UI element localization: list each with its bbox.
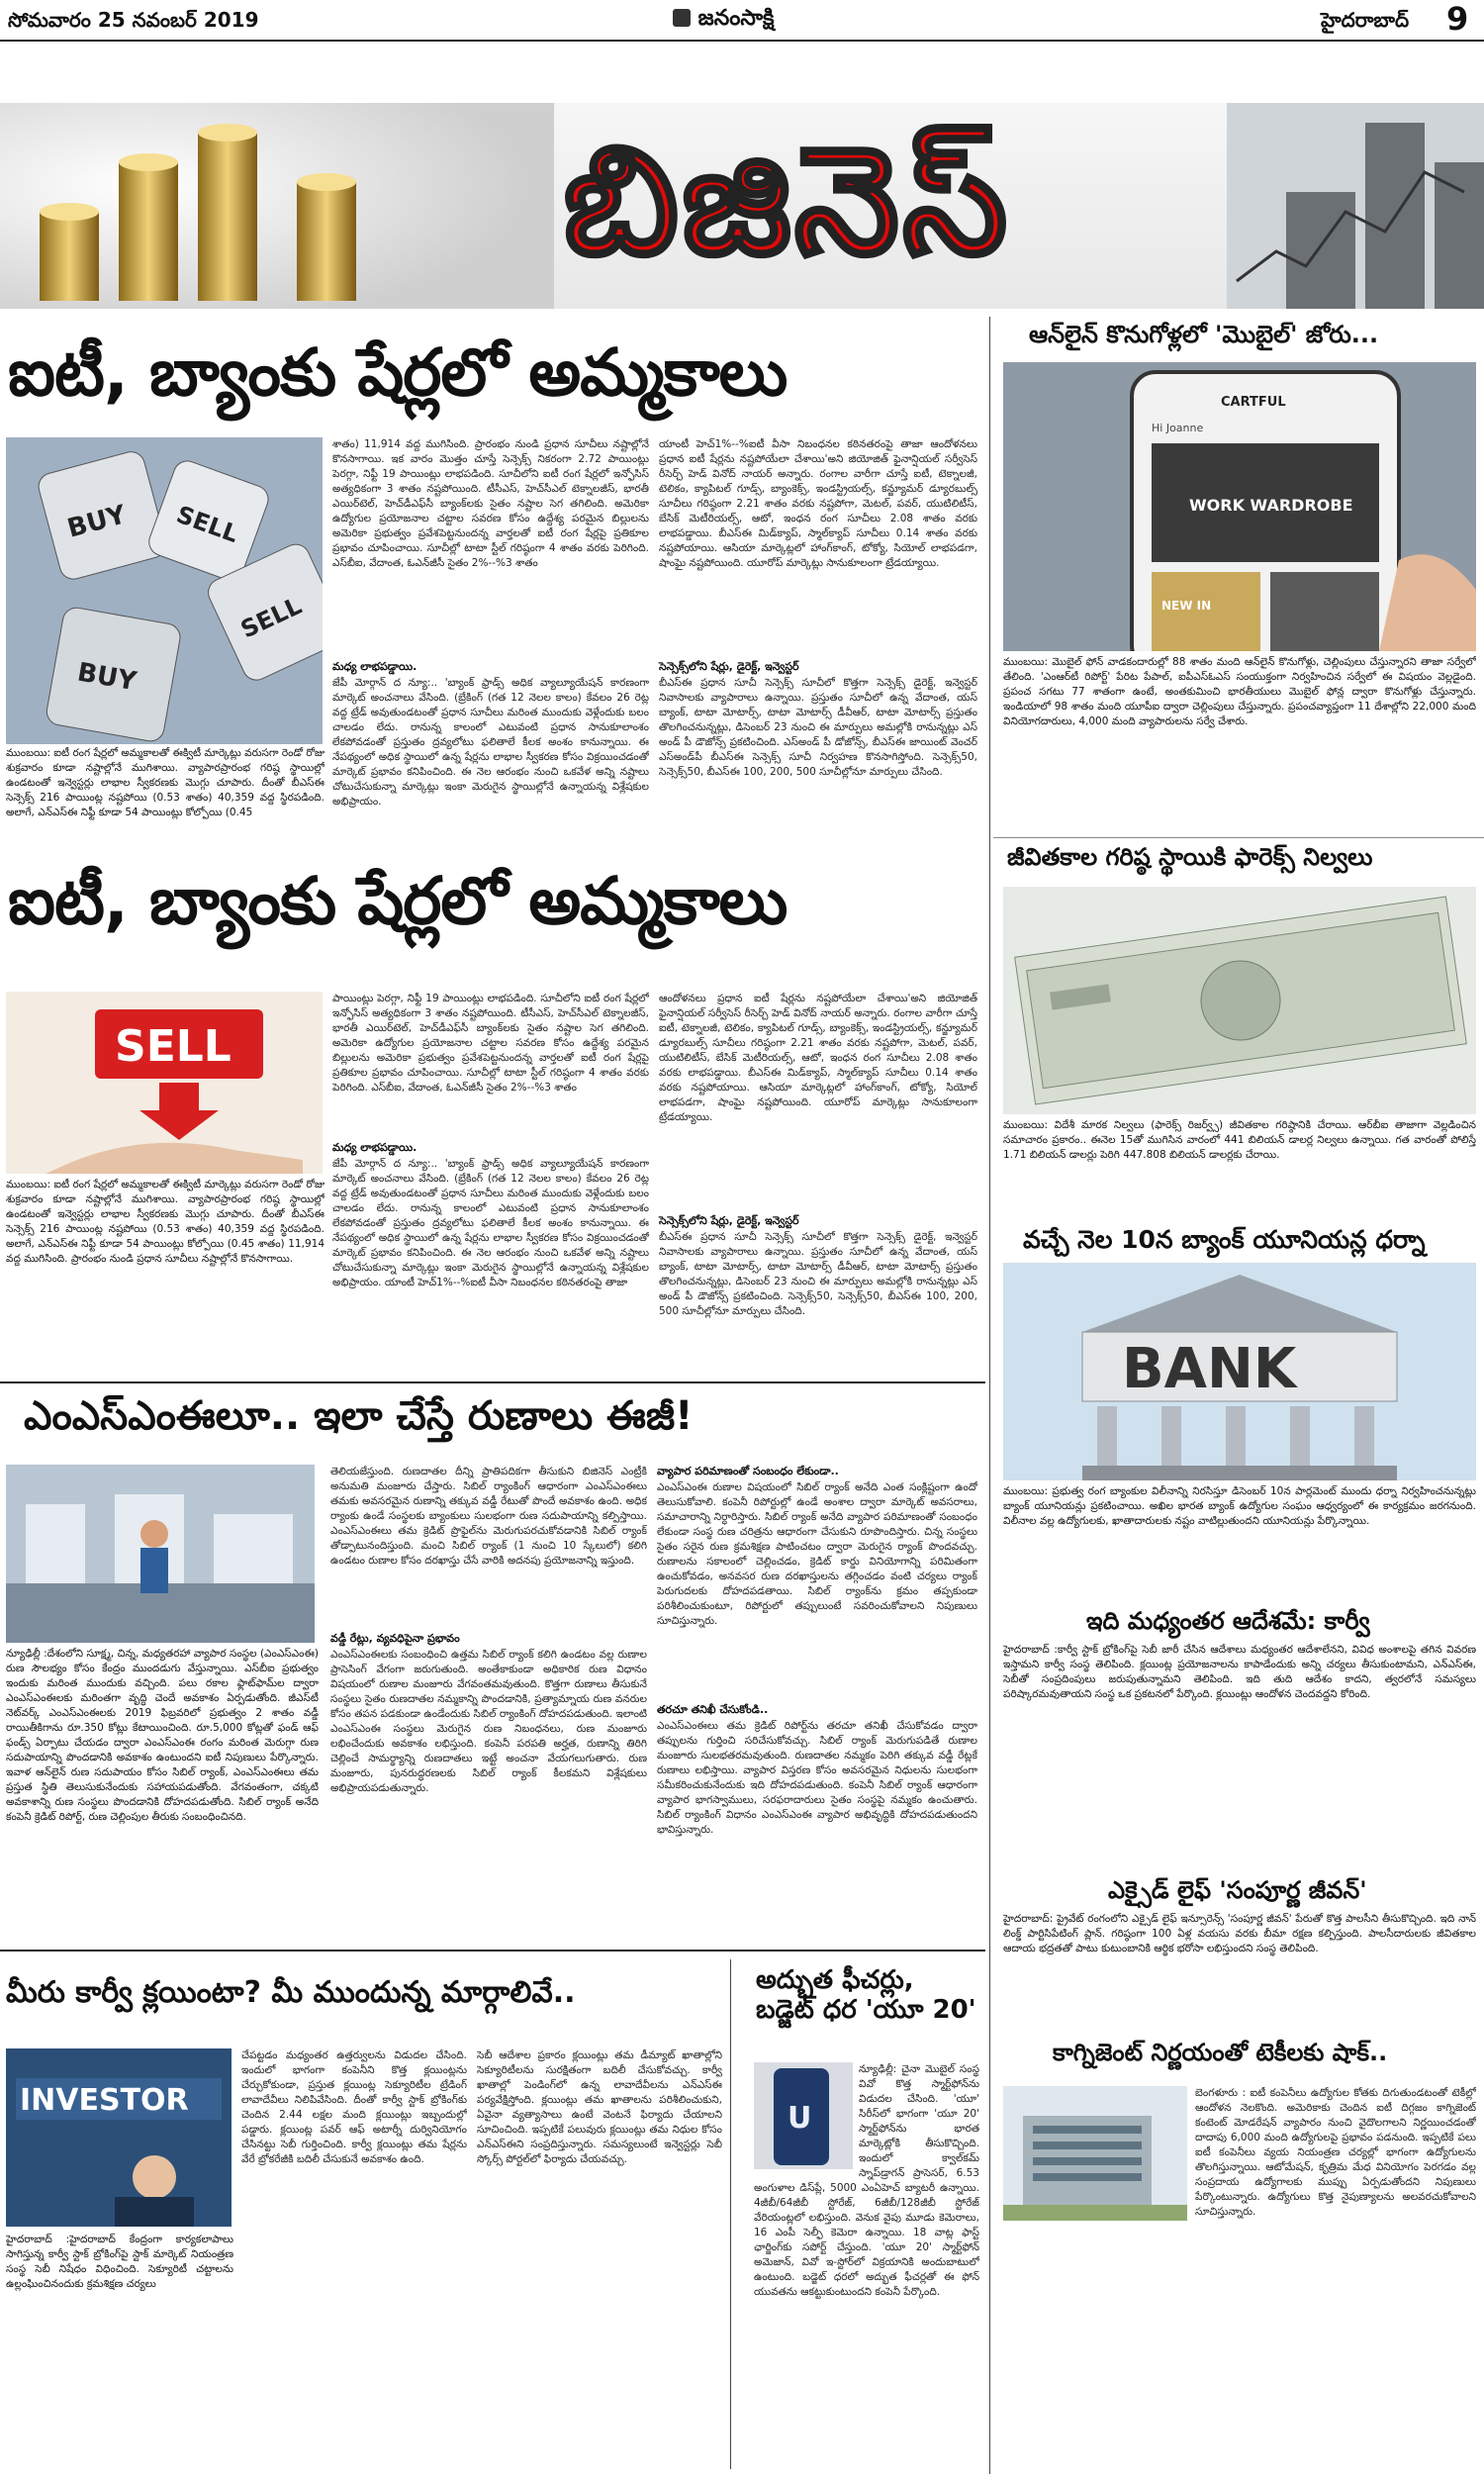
- sidebar1-headline: ఆన్‌లైన్‌ కొనుగోళ్లలో 'మొబైల్‌' జోరు...: [1029, 321, 1379, 348]
- sidebar6-headline: కాగ్నిజెంట్‌ నిర్ణయంతో టెకీలకు షాక్‌..: [1053, 2039, 1388, 2066]
- story5-image-spacer: [754, 2062, 859, 2173]
- story3-col2b-text: ఎంఎస్‌ఎంఈలు తమ క్రెడిట్‌ రిపోర్ట్‌ను తరచూ తనిఖీ చేసుకోవడం ద్వారా తప్పులను గుర్తించి సరిచేసుకోవచ్చు. సిబిల్‌ ర్యాంక్‌ మెరుగుపడితే రుణాల మంజూరు సులభతరమవుతుంది. రుణదాతల నమ్మకం పెరిగి తక్కువ వడ్డీ రేట్లకే రుణాలు లభిస్తాయి. వ్యాపార విస్తరణ కోసం అవసరమైన నిధులను సులభంగా సమీకరించుకునేందుకు ఇది దోహదపడుతుంది. కంపెనీ సిబిల్‌ ర్యాంక్‌ ఆధారంగా వ్యాపార భాగస్వాములు, సరఫరాదారులు సైతం సంస్థపై నమ్మకం ఉంచుతారు. సిబిల్‌ ర్యాంకింగ్‌ విధానం ఎంఎస్‌ఎంఈ వ్యాపార అభివృద్ధికి దోహదపడుతుందని భావిస్తున్నారు.: [657, 1720, 977, 1836]
- story1-column-2: [659, 437, 977, 858]
- story1-subhead-1: మధ్య లాభపడ్డాయి.: [332, 660, 417, 673]
- sidebar3-body: ముంబయి: ప్రభుత్వ రంగ బ్యాంకుల విలీనాన్ని నిరసిస్తూ డిసెంబర్‌ 10న పార్లమెంట్‌ ముందు ధర్నా నిర్వహించనున్నట్లు బ్యాంక్‌ యూనియన్లు ప్రకటించాయి. అఖిల భారత బ్యాంక్‌ ఉద్యోగుల సంఘం ఆధ్వర్యంలో ఈ కార్యక్రమం జరగనుంది. విలీనాల వల్ల ఉద్యోగులకు, ఖాతాదారులకు నష్టం వాటిల్లుతుందని యూనియన్లు పేర్కొన్నాయి.: [1003, 1485, 1476, 1527]
- sidebar3-bank-photo: [1003, 1263, 1476, 1480]
- section-rule: [0, 1381, 985, 1383]
- story2-headline: ఐటీ, బ్యాంకు షేర్లలో అమ్మకాలు: [8, 863, 788, 939]
- story2-sell-photo: [6, 992, 323, 1174]
- page-number: 9: [1446, 0, 1469, 38]
- story4-headline: మీరు కార్వీ క్లయింటా? మీ ముందున్న మార్గాలివే..: [6, 1975, 576, 2010]
- story2-subhead-1: మధ్య లాభపడ్డాయి.: [332, 1141, 417, 1154]
- phone-section-label: NEW IN: [1161, 599, 1212, 613]
- sidebar1-body: ముంబయి: మొబైల్‌ ఫోన్‌ వాడకందారుల్లో 88 శాతం మంది ఆన్‌లైన్‌ కొనుగోళ్లు, చెల్లింపులు చేస్తున్నారని తాజా సర్వేలో తేలింది. 'ఎంఆర్‌టీ రిపోర్ట్‌' పేరిట పేపాల్‌, ఐపీఎస్‌ఓఎస్‌ సంయుక్తంగా నిర్వహించిన సర్వేలో ఈ విషయం వెల్లడైంది. ప్రపంచ సగటు 77 శాతంగా ఉంటే, అంతకుమించి భారతీయులు మొబైల్‌ ఫోన్ల ద్వారా కొనుగోళ్లు చేస్తున్నారు. ఇండియాలో 98 శాతం మంది యూపీఐ ద్వారా చెల్లింపులు చేస్తున్నారు. ప్రపంచవ్యాప్తంగా 11 దేశాల్లోని 22,000 మంది వినియోగదారులు, 4,000 మంది వ్యాపారులను సర్వే చేశారు.: [1003, 656, 1476, 727]
- sell-sign-label: SELL: [115, 1021, 232, 1072]
- story3-factory-photo: [6, 1465, 315, 1643]
- sidebar3-headline: వచ్చే నెల 10న బ్యాంక్‌ యూనియన్ల ధర్నా: [1023, 1225, 1426, 1254]
- phone-greeting: Hi Joanne: [1152, 422, 1204, 434]
- story1-col1b-text: జేపీ మోర్గాన్‌ ద న్యూ:.. 'బ్యాంక్‌ ఫ్రాడ్స్‌ అధిక వ్యాల్యూయేషన్‌ కారణంగా మార్కెట్‌ అంచనాలు వేసింది. (బ్రేకింగ్‌ (గత 12 నెలల కాలం) కేవలం 26 రెట్ల వద్ద ట్రేడ్‌ అవుతుండటంతో ప్రధాన సూచీలు మరింత ముందుకు వెళ్లేందుకు బలం చాలడం లేదు. రానున్న కాలంలో ఎటువంటి ప్రధాన సానుకూలాంశం లేకపోవడంతో ప్రస్తుతం ద్రవ్యలోటు ఫలితాలే కీలక అంశం కానున్నాయి. ఈ నేపథ్యంలో అధిక స్థాయిలో ఉన్న షేర్లను లాభాల స్వీకరణ కోసం విక్రయించడంతో మార్కెట్‌ ప్రభావం కనిపించింది. ఈ నెల ఆరంభం నుంచి ఒకవేళ అన్ని నష్టాలు చోటుచేసుకున్నా మార్కెట్లు ఇంకా మెరుగైన స్థాయిల్లోనే ఉన్నాయన్న విశ్లేషకుల అభిప్రాయం.: [332, 677, 649, 808]
- story3-col2-text: ఎంఎస్‌ఎంఈ రుణాల విషయంలో సిబిల్‌ ర్యాంక్‌ అనేది ఎంత సంక్లిష్టంగా ఉందో తెలుసుకోవాలి. కంపెనీ రిపోర్టుల్లో ఉండే అంశాల ద్వారా మార్కెట్‌ అవసరాలు, సమాచారాన్ని నిర్ధారిస్తారు. సిబిల్‌ ర్యాంక్‌ అనేది వ్యాపార పరిమాణంతో సంబంధం లేకుండా సంస్థ రుణ చరిత్రను ఆధారంగా చేసుకుని రూపొందిస్తారు. చిన్న సంస్థలు సైతం సరైన రుణ క్రమశిక్షణ పాటించటం ద్వారా మెరుగైన ర్యాంక్‌ పొందవచ్చు. రుణాలను సకాలంలో చెల్లించడం, క్రెడిట్‌ కార్డు వినియోగాన్ని పరిమితంగా ఉంచుకోవడం, అనవసర రుణ దరఖాస్తులను తగ్గించడం వంటి చర్యలు ర్యాంక్‌ పెరుగుదలకు దోహదపడతాయి. సిబిల్‌ ర్యాంక్‌ను క్రమం తప్పకుండా పరిశీలించుకుంటూ, రిపోర్టులో తప్పులుంటే సవరించుకోవాలని నిపుణులు సూచిస్తున్నారు.: [657, 1481, 977, 1627]
- sidebar5-body: హైదరాబాద్‌: ప్రైవేట్‌ రంగంలోని ఎక్సైడ్‌ లైఫ్‌ ఇన్సూరెన్స్‌ 'సంపూర్ణ జీవన్‌' పేరుతో కొత్త పాలసీని తీసుకొచ్చింది. ఇది నాన్‌ లింక్డ్‌ పార్టిసిపేటింగ్‌ ప్లాన్‌. గరిష్ఠంగా 100 ఏళ్ల వయసు వరకు బీమా రక్షణ కల్పిస్తుంది. పాలసీదారులకు జీవితకాల ఆదాయ భద్రతతో పాటు కుటుంబానికి ఆర్థిక భరోసా లభిస్తుందని సంస్థ తెలిపింది.: [1003, 1913, 1476, 1954]
- story2-caption: ముంబయి: ఐటీ రంగ షేర్లలో అమ్మకాలతో ఈక్విటీ మార్కెట్లు వరుసగా రెండో రోజు శుక్రవారం కూడా నష్టాల్లోనే ముగిశాయి. వ్యాపారప్రారంభ గరిష్ఠ స్థాయిల్లో ఉండటంతో ఇన్వెస్టర్లు లాభాల స్వీకరణకు మొగ్గు చూపారు. దీంతో బీఎస్‌ఈ సెన్సెక్స్‌ 216 పాయింట్ల నష్టపోయి (0.53 శాతం) 40,359 వద్ద స్థిరపడింది. అలాగే, ఎన్‌ఎస్‌ఈ నిఫ్టీ కూడా 54 పాయింట్లు కోల్పోయి (0.45 శాతం) 11,914 వద్ద ముగిసింది. ప్రారంభం నుండి ప్రధాన సూచీలు నష్టాల్లోనే కొనసాగాయి.: [6, 1179, 325, 1265]
- masthead-logo-icon: [673, 9, 691, 27]
- story1-dice-photo: [6, 437, 323, 744]
- issue-date: సోమవారం 25 నవంబర్ 2019: [8, 8, 259, 32]
- dice-label: BUY: [74, 657, 139, 698]
- story3-subhead-3: తరచూ తనిఖీ చేసుకోండి..: [657, 1703, 769, 1716]
- story4-caption: హైదరాబాద్‌ :హైదరాబాద్‌ కేంద్రంగా కార్యకలాపాలు సాగిస్తున్న కార్వీ స్టాక్‌ బ్రోకింగ్‌పై స్టాక్‌ మార్కెట్‌ నియంత్రణ సంస్థ సెబీ నిషేధం విధించింది. సెక్యూరిటీ చట్టాలను ఉల్లంఘించినందుకు క్రమశిక్షణ చర్యలు: [6, 2234, 233, 2290]
- story2-subhead-2: సెన్సెక్స్‌లోని షేర్లు, డైరెక్ట్‌, ఇన్వెస్టర్‌: [659, 1214, 799, 1227]
- story1-headline: ఐటీ, బ్యాంకు షేర్లలో అమ్మకాలు: [8, 334, 788, 411]
- story3-column-2: [657, 1465, 977, 1946]
- dice-label: SELL: [236, 591, 307, 644]
- story1-col2-text: యాంటీ హెచ్‌1%--%ఐటీ వీసా నిబంధనల కఠినతరంపై తాజా ఆందోళనలు ప్రధాన ఐటీ షేర్లను నష్టపోయేలా చేశాయి'అని జియోజిత్‌ ఫైనాన్షియల్‌ సర్వీసెస్‌ రీసెర్చ్‌ హెడ్‌ వినోద్‌ నాయర్‌ అన్నారు. రంగాల వారీగా చూస్తే ఐటీ, టెక్నాలజీ, టెలికం, క్యాపిటల్‌ గూడ్స్‌, బ్యాంకెక్స్‌, ఇండస్ట్రియల్స్‌, కన్జ్యూమర్‌ డ్యూరబుల్స్‌ సూచీలు గరిష్ఠంగా 2.21 శాతం వరకు నష్టపోగా, మెటల్‌, పవర్‌, యుటిలిటీస్‌, బేసిక్‌ మెటీరియల్స్‌, ఆటో, ఇంధన రంగ సూచీలు 2.08 శాతం వరకు లాభపడ్డాయి. బీఎస్‌ఈ మిడ్‌క్యాప్‌, స్మాల్‌క్యాప్‌ సూచీలు 0.14 శాతం వరకు నష్టపోయాయి. ఆసియా మార్కెట్లలో హాంగ్‌కాంగ్‌, టోక్యో, సియోల్‌ లాభపడగా, షాంఘై నష్టపోయింది. యూరోప్‌ మార్కెట్లు సానుకూలంగా ట్రేడయ్యాయి.: [659, 438, 977, 569]
- story3-subhead-2: వ్యాపార పరిమాణంతో సంబంధం లేకుండా..: [657, 1465, 839, 1477]
- story1-col1-text: శాతం) 11,914 వద్ద ముగిసింది. ప్రారంభం నుండి ప్రధాన సూచీలు నష్టాల్లోనే కొనసాగాయి. ఇక వారం మొత్తం చూస్తే సెన్సెక్స్‌ నికరంగా 2.72 పాయింట్లు పెరగ్గా, నిఫ్టీ 19 పాయింట్లు లాభపడింది. సూచీలోని ఐటీ రంగ షేర్లలో ఇన్ఫోసిస్‌ అత్యధికంగా 3 శాతం నష్టపోయింది. టీసీఎస్‌, హెచ్‌సీఎల్‌ టెక్నాలజీస్‌, భారతీ ఎయిర్‌టెల్‌, హెచ్‌డీఎఫ్‌సీ బ్యాంక్‌లకు సైతం నష్టాల సెగ తగిలింది. అమెరికా ఉద్యోగుల ప్రయోజనాల చట్టాల సవరణ కోసం ఉద్దేశ్య పరమైన బిల్లులను అమెరికా ప్రభుత్వం ప్రవేశపెట్టనుందన్న వార్తలతో ఐటీ రంగ షేర్లపై ప్రతికూల ప్రభావం చూపించాయి. సూచీల్లో టాటా స్టీల్‌ గరిష్ఠంగా 4 శాతం వరకు పెరిగింది. ఎస్‌బీఐ, వేదాంత, ఓఎన్‌జీసీ సైతం 2%--%3 శాతం: [332, 438, 649, 569]
- sidebar2-headline: జీవితకాల గరిష్ఠ స్థాయికి ఫారెక్స్‌ నిల్వలు: [1007, 843, 1373, 871]
- story3-col1-text: తెలియజేస్తుంది. రుణదాతల దీన్ని ప్రాతిపదికగా తీసుకుని బిజినెస్‌ ఎంట్రీకి అనుమతి మంజూరు చేస్తారు. సిబిల్‌ ర్యాంకింగ్‌ ఆధారంగా ఎంఎస్‌ఎంఈలు తమకు అవసరమైన రుణాన్ని తక్కువ వడ్డీ రేటుతో పొందే అవకాశం ఉంది. అధిక ర్యాంకు ఉండే సంస్థలకు బ్యాంకులు సులభంగా రుణ సదుపాయాన్ని కల్పిస్తాయి. ఎంఎస్‌ఎంఈలు తమ క్రెడిట్‌ ప్రొఫైల్‌ను మెరుగుపరచుకోవడానికి సిబిల్‌ ర్యాంక్‌ తోడ్పాటునందిస్తుంది. మంచి సిబిల్‌ ర్యాంక్‌ (1 నుంచి 10 స్కేలులో) కలిగి ఉండటం రుణాల కోసం దరఖాస్తు చేసే వారికి అదనపు ప్రయోజనాన్ని ఇస్తుంది.: [330, 1466, 647, 1567]
- story1-subhead-2: సెన్సెక్స్‌లోని షేర్లు, డైరెక్ట్‌, ఇన్వెస్టర్‌: [659, 660, 799, 673]
- column-rule: [730, 1959, 731, 2469]
- story1-column-1: [332, 437, 649, 858]
- sidebar5-headline: ఎక్సైడ్‌ లైఫ్‌ 'సంపూర్ణ జీవన్‌': [1108, 1876, 1367, 1904]
- story3-subhead-1: వడ్డీ రేట్లు, వ్యవధిపైనా ప్రభావం: [330, 1632, 460, 1645]
- sidebar6-body-wrapper: [1003, 2086, 1476, 2470]
- sidebar1-mobile-shopping-photo: [1003, 362, 1476, 651]
- story4-col2-text: సెబీ ఆదేశాల ప్రకారం క్లయింట్లు తమ డీమ్యాట్‌ ఖాతాల్లోని సెక్యూరిటీలను సురక్షితంగా బదిలీ చేసుకోవచ్చు. కార్వీ ఖాతాల్లో పెండింగ్‌లో ఉన్న లావాదేవీలను ఎన్‌ఎస్‌ఈ పర్యవేక్షిస్తోంది. క్లయింట్లు తమ ఖాతాలను పరిశీలించుకుని, ఏవైనా వ్యత్యాసాలు ఉంటే వెంటనే ఫిర్యాదు చేయాలని సూచించింది. ఇప్పటికే పలువురు క్లయింట్లు తమ నిధుల కోసం ఎన్‌ఎస్‌ఈని సంప్రదిస్తున్నారు. సమస్యలుంటే ఇన్వెస్టర్లు సెబీ స్కోర్స్‌ పోర్టల్‌లో ఫిర్యాదు చేయవచ్చు.: [477, 2049, 722, 2165]
- story5-headline: అద్భుత ఫీచర్లు, బడ్జెట్‌ ధర 'యూ 20': [756, 1965, 976, 2025]
- masthead-paper-name: జనంసాక్షి: [673, 6, 775, 36]
- sidebar2-body: ముంబయి: విదేశీ మారక నిల్వలు (ఫారెక్స్‌ రిజర్వ్స్‌) జీవితకాల గరిష్ఠానికి చేరాయి. ఆర్‌బీఐ తాజాగా వెల్లడించిన సమాచారం ప్రకారం.. ఈనెల 15తో ముగిసిన వారంలో 441 బిలియన్‌ డాలర్ల నిల్వలు ఉన్నాయి. గత వారంతో పోలిస్తే 1.71 బిలియన్‌ డాలర్లు పెరిగి 447.808 బిలియన్‌ డాలర్లకు చేరాయి.: [1003, 1119, 1476, 1161]
- story1-caption: ముంబయి: ఐటీ రంగ షేర్లలో అమ్మకాలతో ఈక్విటీ మార్కెట్లు వరుసగా రెండో రోజు శుక్రవారం కూడా నష్టాల్లోనే ముగిశాయి. వ్యాపారప్రారంభ గరిష్ఠ స్థాయిల్లో ఉండటంతో ఇన్వెస్టర్లు లాభాల స్వీకరణకు మొగ్గు చూపారు. దీంతో బీఎస్‌ఈ సెన్సెక్స్‌ 216 పాయింట్ల నష్టపోయి (0.53 శాతం) 40,359 వద్ద స్థిరపడింది. అలాగే, ఎన్‌ఎస్‌ఈ నిఫ్టీ కూడా 54 పాయింట్లు కోల్పోయి (0.45: [6, 747, 325, 818]
- bank-sign-label: BANK: [1122, 1337, 1297, 1401]
- phone-brand-label: U: [788, 2101, 812, 2136]
- sidebar4-body: హైదరాబాద్‌ :కార్వీ స్టాక్‌ బ్రోకింగ్‌పై సెబీ జారీ చేసిన ఆదేశాలు మధ్యంతర ఆదేశాలేనని, వివిధ అంశాలపై తగిన వివరణ ఇస్తామని కార్వీ సంస్థ తెలిపింది. క్లయింట్ల ప్రయోజనాలను కాపాడేందుకు అన్ని చర్యలు తీసుకుంటామని, ఎన్‌ఎస్‌ఈ, సెబీతో సంప్రదింపులు జరుపుతున్నామని తెలిపింది. ఇది తుది ఆదేశం కాదని, త్వరలోనే సమస్యలు పరిష్కారమవుతాయని సంస్థ ఒక ప్రకటనలో పేర్కొంది. క్లయింట్లు ఆందోళన చెందవద్దని కోరింది.: [1003, 1644, 1476, 1700]
- story3-col1b-text: ఎంఎస్‌ఎంఈలకు సంబంధించి ఉత్తమ సిబిల్‌ ర్యాంక్‌ కలిగి ఉండటం వల్ల రుణాల ప్రాసెసింగ్‌ వేగంగా జరుగుతుంది. అంతేకాకుండా అధికారిక రుణ విధానం విషయంలో రుణాల మంజూరు వేగవంతమవుతుంది. కొత్తగా రుణాలు తీసుకునే సంస్థలు సైతం రుణదాతల నమ్మకాన్ని పొందడానికి, ప్రత్యామ్నాయ రుణ వనరుల కోసం తపన పడకుండా ఉండేందుకు సిబిల్‌ ర్యాంకింగ్‌ దోహదపడుతుంది. ఇలాంటి ఎంఎస్‌ఎంఈ సంస్థలు మెరుగైన రుణ నిబంధనలు, రుణ మంజూరు లభించేందుకు అవకాశం లభిస్తుంది. కంపెనీ పరపతి అర్హత, రుణాన్ని తిరిగి చెల్లించే సామర్థ్యాన్ని రుణదాతలు ఇట్టే అంచనా వేయగలుగుతారు. రుణ మంజూరు, పునరుద్ధరణలకు సిబిల్‌ ర్యాంక్‌ కీలకమని విశ్లేషకులు అభిప్రాయపడుతున్నారు.: [330, 1649, 647, 1794]
- story5-body-text: న్యూఢిల్లీ: చైనా మొబైల్‌ సంస్థ వివో కొత్త స్మార్ట్‌ఫోన్‌ను విడుదల చేసింది. 'యూ' సిరీస్‌లో భాగంగా 'యూ 20' స్మార్ట్‌ఫోన్‌ను భారత మార్కెట్లోకి తీసుకొచ్చింది. ఇందులో క్వాల్‌కమ్‌ స్నాప్‌డ్రాగన్‌ ప్రాసెసర్‌, 6.53 అంగుళాల డిస్‌ప్లే, 5000 ఎంఏహెచ్‌ బ్యాటరీ ఉన్నాయి. 4జీబీ/64జీబీ స్టోరేజ్‌, 6జీబీ/128జీబీ స్టోరేజ్‌ వేరియంట్లలో లభిస్తుంది. వెనుక వైపు మూడు కెమెరాలు, 16 ఎంపీ సెల్ఫీ కెమెరా ఉన్నాయి. 18 వాట్ల ఫాస్ట్‌ ఛార్జింగ్‌కు సపోర్ట్‌ చేస్తుంది. 'యూ 20' స్మార్ట్‌ఫోన్‌ అమెజాన్‌, వివో ఇ-స్టోర్‌లో విక్రయానికి అందుబాటులో ఉంటుంది. బడ్జెట్‌ ధరలో అద్భుత ఫీచర్లతో ఈ ఫోన్‌ యువతను ఆకట్టుకుంటుందని కంపెనీ పేర్కొంది.: [754, 2063, 979, 2298]
- sidebar6-image-spacer: [1003, 2086, 1195, 2225]
- sidebar2-currency-photo: [1003, 887, 1476, 1114]
- dice-label: SELL: [172, 500, 242, 549]
- investor-screen-label: INVESTOR: [20, 2083, 189, 2118]
- story3-caption: న్యూఢిల్లీ :దేశంలోని సూక్ష్మ, చిన్న, మధ్యతరహా వ్యాపార సంస్థల (ఎంఎస్‌ఎంఈ) రుణ సౌలభ్యం కోసం కేంద్రం ముందడుగు వేస్తున్నాయి. ఎస్‌బీఐ ప్రభుత్వం ఇందుకు మరింత ముందుకు వచ్చింది. పలు రకాల ఫ్లాట్‌ఫామ్‌ల ద్వారా ఎంఎస్‌ఎంఈలకు మరింతగా వృద్ధి చెందే అవకాశం ఏర్పడుతోంది. జీఎస్‌టీ నెట్‌వర్క్‌ ఎంఎస్‌ఎంఈలకు 2019 ఫిబ్రవరిలో ప్రభుత్వం 2 శాతం వడ్డీ రాయితీకిగాను రూ.350 కోట్లు కేటాయించింది. రూ.5,000 కోట్లతో ఫండ్‌ ఆఫ్‌ ఫండ్స్‌ ఏర్పాటు చేయడం ద్వారా ఎంఎస్‌ఎంఈ రంగం మరింత మెరుగ్గా రుణ సదుపాయాన్ని పొందడానికి అవకాశం ఉంటుందని ఐటీ నిపుణులు పేర్కొన్నారు. ఇవాళ ఆన్‌లైన్‌ రుణ సదుపాయం కోసం సిబిల్‌ ర్యాంక్‌, ఎంఎస్‌ఎంఈలు తమ ప్రస్తుత స్థితి తెలుసుకునేందుకు సహాయపడుతోంది. వేగవంతంగా, చక్కటి అవకాశాన్ని రుణ సంస్థలు పొందడానికి దోహదపడుతోంది. సిబిల్‌ ర్యాంక్‌ అనేది కంపెనీ క్రెడిట్‌ రిపోర్ట్‌, రుణ చెల్లింపుల తీరుకు సంబంధించినది.: [6, 1648, 319, 1823]
- story3-headline: ఎంఎస్‌ఎంఈలూ.. ఇలా చేస్తే రుణాలు ఈజీ!: [24, 1393, 694, 1439]
- story2-col1b-text: జేపీ మోర్గాన్‌ ద న్యూ:.. 'బ్యాంక్‌ ఫ్రాడ్స్‌ అధిక వ్యాల్యూయేషన్‌ కారణంగా మార్కెట్‌ అంచనాలు వేసింది. (బ్రేకింగ్‌ (గత 12 నెలల కాలం) కేవలం 26 రెట్ల వద్ద ట్రేడ్‌ అవుతుండటంతో ప్రధాన సూచీలు మరింత ముందుకు వెళ్లేందుకు బలం చాలడం లేదు. రానున్న కాలంలో ఎటువంటి ప్రధాన సానుకూలాంశం లేకపోవడంతో ప్రస్తుతం ద్రవ్యలోటు ఫలితాలే కీలక అంశం కానున్నాయి. ఈ నేపథ్యంలో అధిక స్థాయిలో ఉన్న షేర్లను లాభాల స్వీకరణ కోసం విక్రయించడంతో మార్కెట్‌ ప్రభావం కనిపించింది. ఈ నెల ఆరంభం నుంచి ఒకవేళ అన్ని నష్టాలు చోటుచేసుకున్నా మార్కెట్లు ఇంకా మెరుగైన స్థాయిల్లోనే ఉన్నాయన్న విశ్లేషకుల అభిప్రాయం. యాంటీ హెచ్‌1%--%ఐటీ వీసా నిబంధనల కఠినతరంపై తాజా: [332, 1158, 649, 1288]
- story3-column-1: [330, 1465, 647, 1946]
- story4-investor-photo: [6, 2048, 232, 2227]
- phone-banner-text: WORK WARDROBE: [1189, 496, 1353, 515]
- story2-column-1: [332, 992, 649, 1376]
- business-banner: [0, 103, 1484, 309]
- story2-col2-text: ఆందోళనలు ప్రధాన ఐటీ షేర్లను నష్టపోయేలా చేశాయి'అని జియోజిత్‌ ఫైనాన్షియల్‌ సర్వీసెస్‌ రీసెర్చ్‌ హెడ్‌ వినోద్‌ నాయర్‌ అన్నారు. రంగాల వారీగా చూస్తే ఐటీ, టెక్నాలజీ, టెలికం, క్యాపిటల్‌ గూడ్స్‌, బ్యాంకెక్స్‌, ఇండస్ట్రియల్స్‌, కన్జ్యూమర్‌ డ్యూరబుల్స్‌ సూచీలు గరిష్ఠంగా 2.21 శాతం వరకు నష్టపోగా, మెటల్‌, పవర్‌, యుటిలిటీస్‌, బేసిక్‌ మెటీరియల్స్‌, ఆటో, ఇంధన రంగ సూచీలు 2.08 శాతం వరకు లాభపడ్డాయి. బీఎస్‌ఈ మిడ్‌క్యాప్‌, స్మాల్‌క్యాప్‌ సూచీలు 0.14 శాతం వరకు నష్టపోయాయి. ఆసియా మార్కెట్లలో హాంగ్‌కాంగ్‌, టోక్యో, సియోల్‌ లాభపడగా, షాంఘై నష్టపోయింది. యూరోప్‌ మార్కెట్లు సానుకూలంగా ట్రేడయ్యాయి.: [659, 993, 977, 1123]
- story2-col2b-text: బీఎస్‌ఈ ప్రధాన సూచీ సెన్సెక్స్‌ సూచీలో కొత్తగా సెన్సెక్స్‌ డైరెక్ట్‌, ఇన్వెస్టర్‌ నివాసాలకు వ్యాపారాలు ఉన్నాయి. ప్రస్తుతం సూచీలో ఉన్న వేదాంత, యస్‌ బ్యాంక్‌, టాటా మోటార్స్‌, టాటా మోటార్స్‌ డీవీఆర్‌, టాటా మోటార్స్‌ ప్రస్తుతం తొలగించనున్నట్లు, డిసెంబర్‌ 23 నుంచి ఈ మార్పులు అమల్లోకి రానున్నట్లు ఎస్‌ అండ్‌ పీ డౌజోన్స్‌ ప్రకటించింది. సెన్సెక్స్‌50, సెన్సెక్స్‌50, బీఎస్‌ఈ 100, 200, 500 సూచీల్లోనూ మార్పులు చేసింది.: [659, 1231, 977, 1317]
- story2-column-2: [659, 992, 977, 1376]
- sidebar4-headline: ఇది మధ్యంతర ఆదేశమే: కార్వీ: [1086, 1607, 1370, 1635]
- dice-label: BUY: [64, 500, 130, 544]
- banner-title: బిజినెస్: [564, 116, 1011, 288]
- story5-body: [754, 2062, 979, 2466]
- story4-col1-text: చేపట్టడం మధ్యంతర ఉత్తర్వులను విడుదల చేసింది. ఇందులో భాగంగా కంపెనీని కొత్త క్లయింట్లను చేర్చుకోకుండా, ప్రస్తుత క్లయింట్ల సెక్యూరిటీల ట్రేడింగ్‌ లావాదేవీలు నిలిపివేసింది. దీంతో కార్వీ స్టాక్‌ బ్రోకింగ్‌కు చెందిన 2.44 లక్షల మంది క్లయింట్లు ఇబ్బందుల్లో పడ్డారు. క్లయింట్ల పవర్‌ ఆఫ్‌ అటార్నీ దుర్వినియోగం చేసినట్టు సెబీ గుర్తించింది. కార్వీ క్లయింట్లు తమ షేర్లను వేరే బ్రోకరేజీకి బదిలీ చేసుకునే అవకాశం ఉంది.: [241, 2049, 467, 2165]
- sidebar6-body: బెంగళూరు : ఐటీ కంపెనీలు ఉద్యోగుల కోతకు దిగుతుండటంతో టెకీల్లో ఆందోళన నెలకొంది. అమెరికాకు చెందిన ఐటీ దిగ్గజం కాగ్నిజెంట్‌ కంటెంట్‌ మోడరేషన్‌ వ్యాపారం నుంచి వైదొలగాలని నిర్ణయించడంతో దాదాపు 6,000 మంది ఉద్యోగులపై ప్రభావం పడనుంది. ఇప్పటికే పలు ఐటీ కంపెనీలు వ్యయ నియంత్రణ చర్యల్లో భాగంగా ఉద్యోగులను తొలగిస్తున్నాయి. ఆటోమేషన్‌, కృత్రిమ మేధ వినియోగం పెరగడం వల్ల సంప్రదాయ ఉద్యోగాలకు ముప్పు ఏర్పడుతోందని నిపుణులు పేర్కొంటున్నారు. ఉద్యోగులు కొత్త నైపుణ్యాలను అలవరచుకోవాలని సూచిస్తున్నారు.: [1195, 2087, 1476, 2218]
- story2-col1-text: పాయింట్లు పెరగ్గా, నిఫ్టీ 19 పాయింట్లు లాభపడింది. సూచీలోని ఐటీ రంగ షేర్లలో ఇన్ఫోసిస్‌ అత్యధికంగా 3 శాతం నష్టపోయింది. టీసీఎస్‌, హెచ్‌సీఎల్‌ టెక్నాలజీస్‌, భారతీ ఎయిర్‌టెల్‌, హెచ్‌డీఎఫ్‌సీ బ్యాంక్‌లకు సైతం నష్టాల సెగ తగిలింది. అమెరికా ఉద్యోగుల ప్రయోజనాల చట్టాల సవరణ కోసం ఉద్దేశ్య పరమైన బిల్లులను అమెరికా ప్రభుత్వం ప్రవేశపెట్టనుందన్న వార్తలతో ఐటీ రంగ షేర్లపై ప్రతికూల ప్రభావం చూపించాయి. సూచీల్లో టాటా స్టీల్‌ గరిష్ఠంగా 4 శాతం వరకు పెరిగింది. ఎస్‌బీఐ, వేదాంత, ఓఎన్‌జీసీ సైతం 2%--%3 శాతం: [332, 993, 649, 1094]
- city-name: హైదరాబాద్: [1321, 8, 1410, 32]
- phone-app-title: CARTFUL: [1221, 395, 1286, 410]
- section-rule: [0, 1950, 985, 1951]
- sidebar-divider: [993, 837, 1484, 838]
- story1-col2b-text: బీఎస్‌ఈ ప్రధాన సూచీ సెన్సెక్స్‌ సూచీలో కొత్తగా సెన్సెక్స్‌ డైరెక్ట్‌, ఇన్వెస్టర్‌ నివాసాలకు వ్యాపారాలు ఉన్నాయి. ప్రస్తుతం సూచీలో ఉన్న వేదాంత, యస్‌ బ్యాంక్‌, టాటా మోటార్స్‌, టాటా మోటార్స్‌ డీవీఆర్‌, టాటా మోటార్స్‌ ప్రస్తుతం తొలగించనున్నట్లు, డిసెంబర్‌ 23 నుంచి ఈ మార్పులు అమల్లోకి రానున్నట్లు ఎస్‌ అండ్‌ పీ డౌజోన్స్‌ ప్రకటించింది. ఎస్‌అండ్‌ పీ డోజోన్స్‌, బీఎస్‌ఈ జాయింట్‌ వెంచర్‌ ఎస్‌అండ్‌పీ బీఎస్‌ఈ సెన్సెక్స్‌ సూచీ నిర్వహణ కొనసాగిస్తోంది. సెన్సెక్స్‌50, సెన్సెక్స్‌50, బీఎస్‌ఈ 100, 200, 500 సూచీల్లోనూ మార్పులు చేసింది.: [659, 677, 977, 778]
- header-rule: [0, 40, 1484, 42]
- sidebar-rule: [989, 317, 990, 2474]
